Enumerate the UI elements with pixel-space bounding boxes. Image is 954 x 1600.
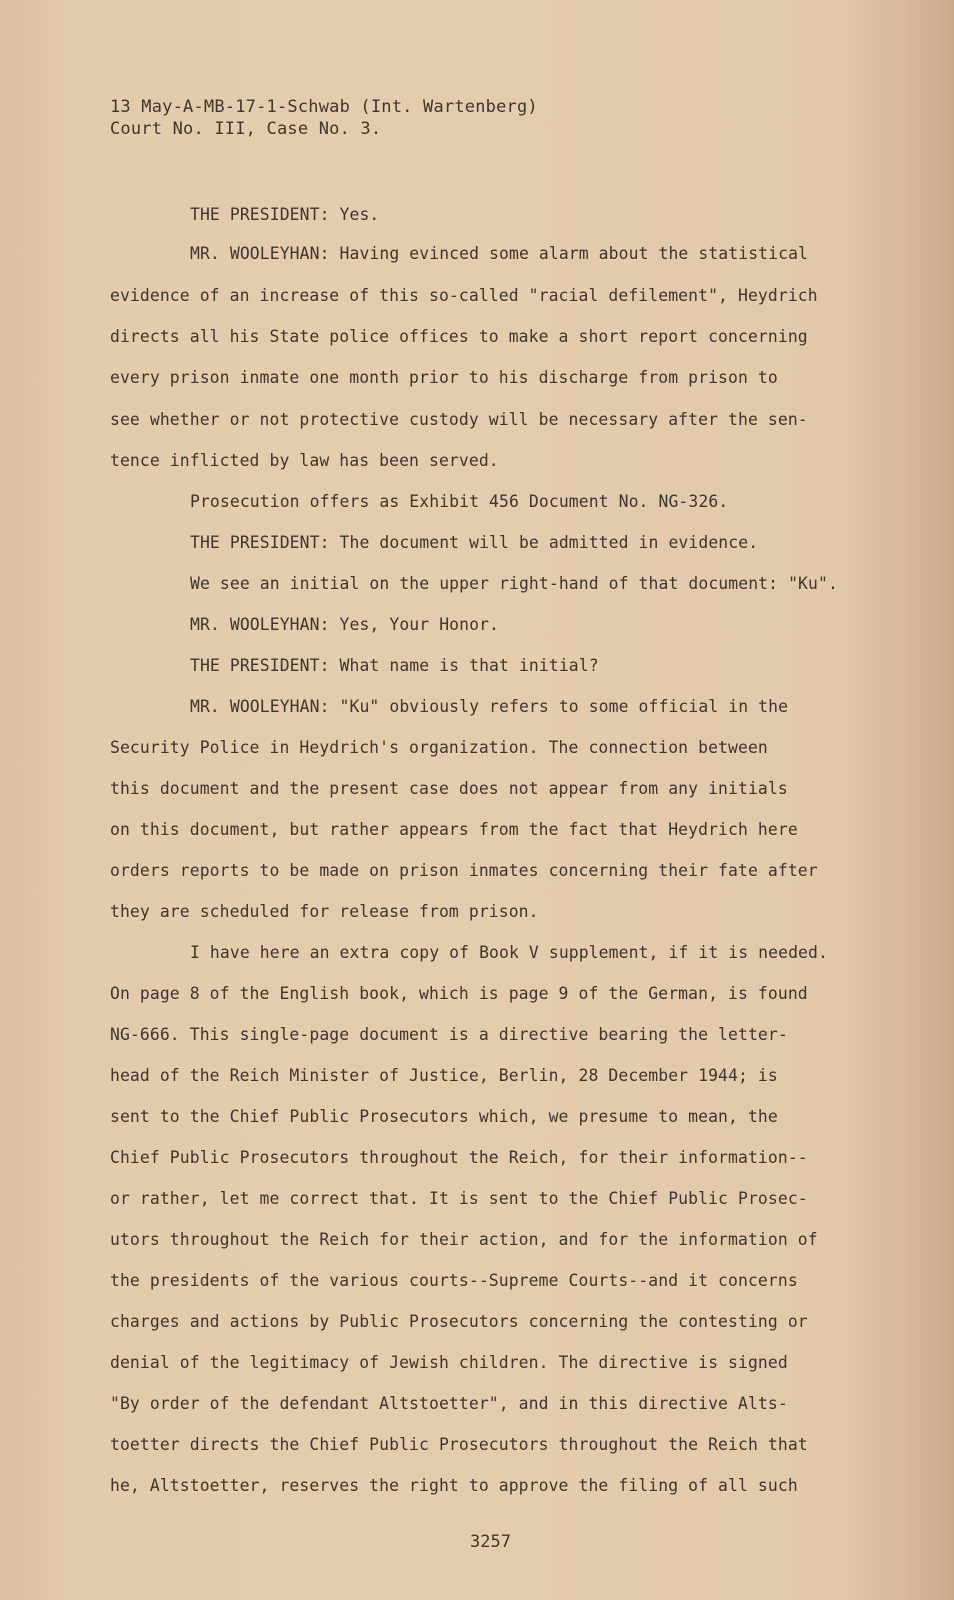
text-line: tence inflicted by law has been served.	[110, 451, 499, 470]
text-line: orders reports to be made on prison inmates concerning their fate after	[110, 861, 818, 880]
text-line: head of the Reich Minister of Justice, Berlin, 28 December 1944; is	[110, 1066, 778, 1085]
text-line: Security Police in Heydrich's organization. The connection between	[110, 738, 768, 757]
text-line: Prosecution offers as Exhibit 456 Document No. NG-326.	[190, 492, 729, 511]
text-line: evidence of an increase of this so-called "racial defilement", Heydrich	[110, 286, 818, 305]
text-line: THE PRESIDENT: The document will be admitted in evidence.	[190, 533, 759, 552]
text-line: We see an initial on the upper right-hand of that document: "Ku".	[190, 574, 838, 593]
text-line: THE PRESIDENT: What name is that initial?	[190, 656, 599, 675]
text-line: see whether or not protective custody will be necessary after the sen-	[110, 410, 808, 429]
text-line: or rather, let me correct that. It is sent to the Chief Public Prosec-	[110, 1189, 808, 1208]
text-line: THE PRESIDENT: Yes.	[190, 205, 380, 224]
text-line: utors throughout the Reich for their action, and for the information of	[110, 1230, 818, 1249]
text-line: directs all his State police offices to make a short report concerning	[110, 327, 808, 346]
text-line: they are scheduled for release from prison.	[110, 902, 539, 921]
text-line: Chief Public Prosecutors throughout the Reich, for their information--	[110, 1148, 808, 1167]
text-line: On page 8 of the English book, which is page 9 of the German, is found	[110, 984, 808, 1003]
document-header	[110, 96, 538, 140]
page-number: 3257	[470, 1532, 511, 1552]
text-line: the presidents of the various courts--Supreme Courts--and it concerns	[110, 1271, 798, 1290]
header-line-1: 13 May-A-MB-17-1-Schwab (Int. Wartenberg)	[110, 97, 538, 117]
text-line: "By order of the defendant Altstoetter", and in this directive Alts-	[110, 1394, 788, 1413]
text-line: MR. WOOLEYHAN: Having evinced some alarm about the statistical	[190, 244, 809, 263]
header-line-2: Court No. III, Case No. 3.	[110, 119, 382, 139]
text-line: he, Altstoetter, reserves the right to approve the filing of all such	[110, 1476, 798, 1495]
text-line: on this document, but rather appears from the fact that Heydrich here	[110, 820, 798, 839]
text-line: toetter directs the Chief Public Prosecutors throughout the Reich that	[110, 1435, 808, 1454]
text-line: this document and the present case does not appear from any initials	[110, 779, 788, 798]
text-line: NG-666. This single-page document is a directive bearing the letter-	[110, 1025, 788, 1044]
text-line: every prison inmate one month prior to his discharge from prison to	[110, 368, 778, 387]
text-line: sent to the Chief Public Prosecutors which, we presume to mean, the	[110, 1107, 778, 1126]
text-line: charges and actions by Public Prosecutors concerning the contesting or	[110, 1312, 808, 1331]
text-line: MR. WOOLEYHAN: "Ku" obviously refers to some official in the	[190, 697, 789, 716]
text-line: denial of the legitimacy of Jewish children. The directive is signed	[110, 1353, 788, 1372]
text-line: I have here an extra copy of Book V supplement, if it is needed.	[190, 943, 828, 962]
text-line: MR. WOOLEYHAN: Yes, Your Honor.	[190, 615, 500, 634]
